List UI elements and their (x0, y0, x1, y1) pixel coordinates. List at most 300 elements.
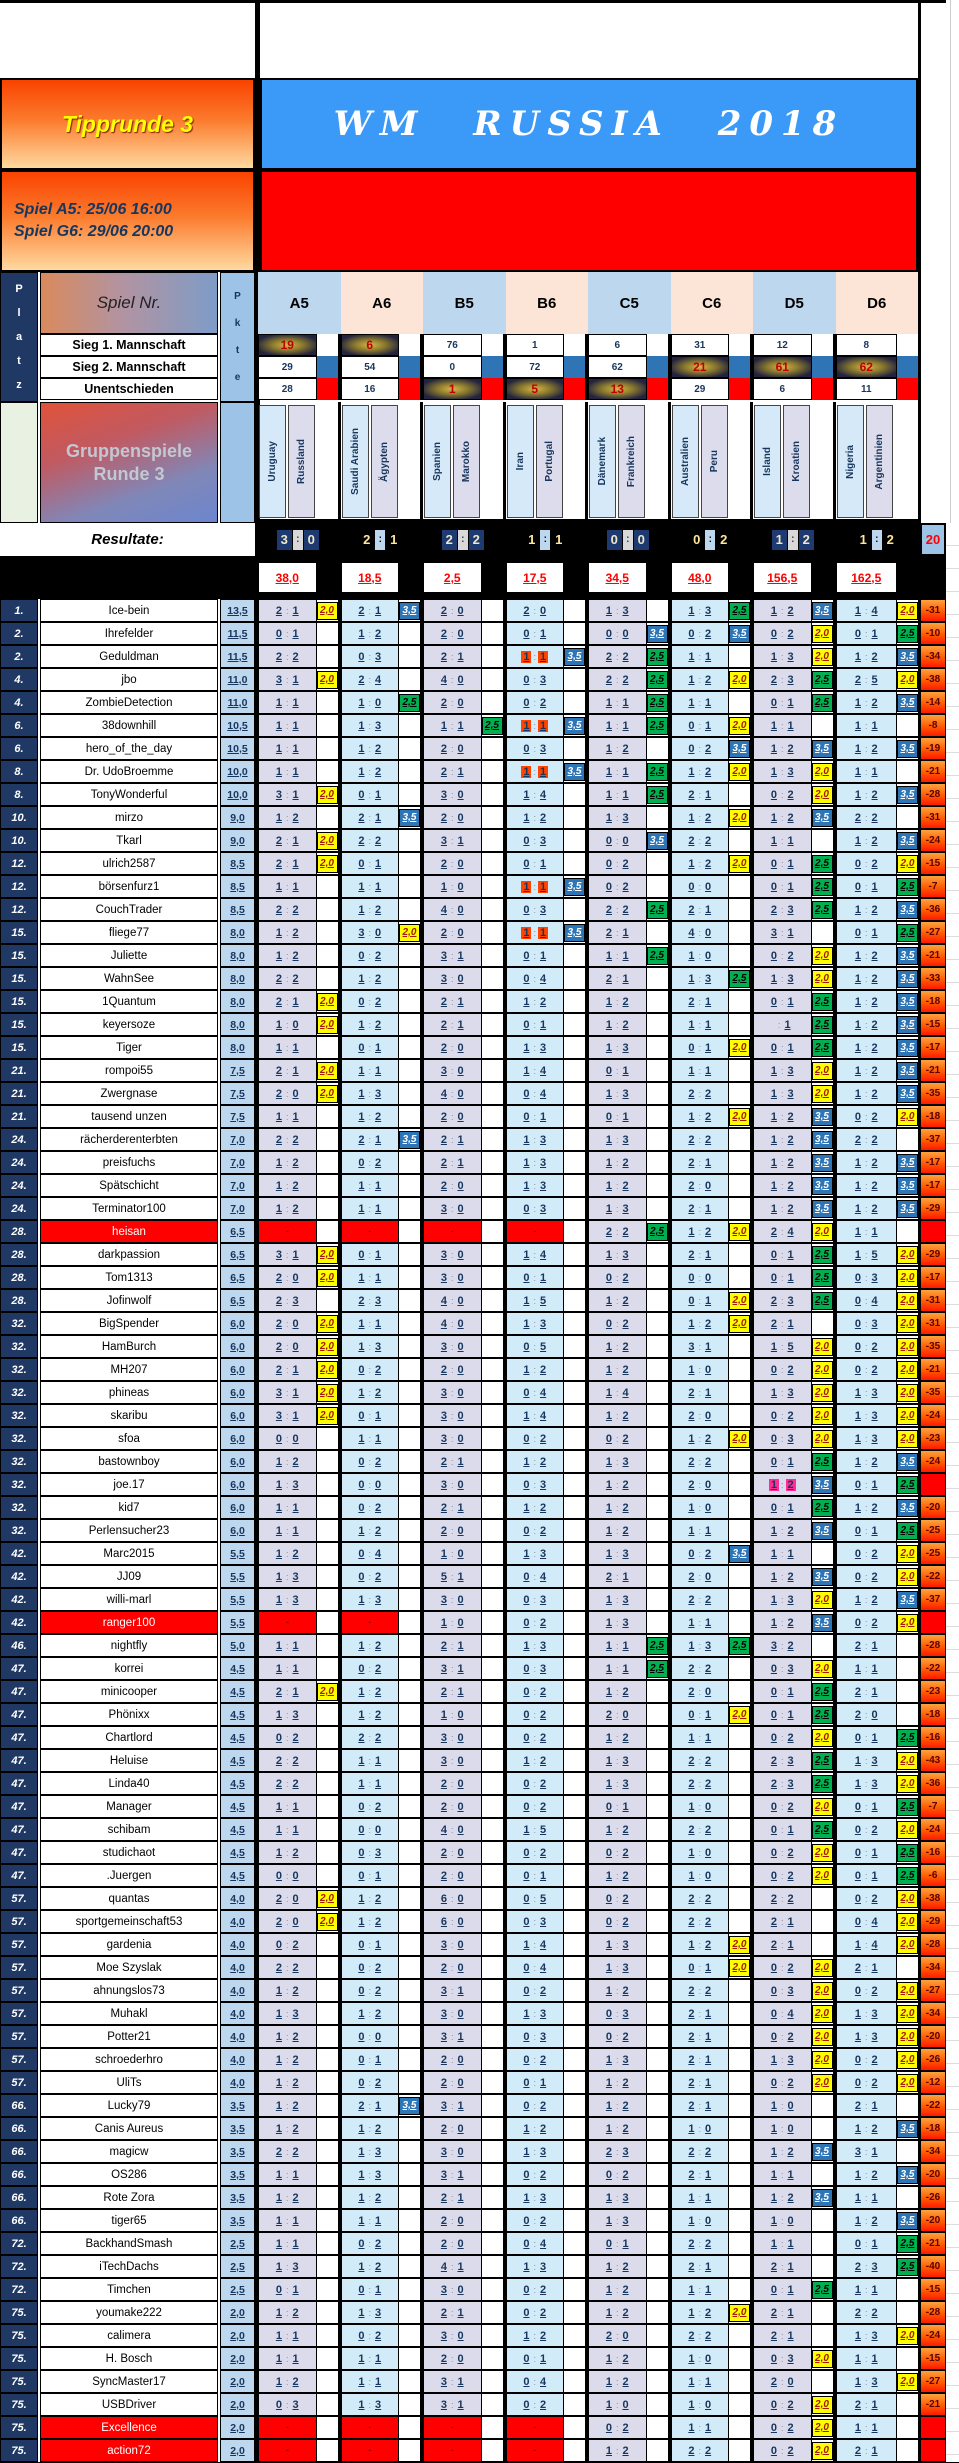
points-cell[interactable]: 4,0 (220, 2048, 255, 2071)
tip-score-cell[interactable] (423, 1680, 482, 1703)
tip-score-cell[interactable] (341, 1749, 400, 1772)
player-name-cell[interactable]: Phönixx (40, 1703, 218, 1726)
points-badge[interactable]: 3,5 (812, 1476, 833, 1494)
points-badge[interactable]: 2,0 (812, 2005, 833, 2023)
tip-score-cell[interactable] (588, 1404, 647, 1427)
tip-score-cell[interactable] (423, 783, 482, 806)
tip-score-cell[interactable] (836, 2117, 898, 2140)
points-badge[interactable]: 2,0 (317, 671, 338, 689)
points-badge[interactable]: 3,5 (897, 1085, 918, 1103)
tip-score-cell[interactable] (506, 1404, 565, 1427)
player-name-cell[interactable]: phineas (40, 1381, 218, 1404)
points-badge[interactable]: 2,5 (482, 717, 503, 735)
tip-score-cell[interactable] (753, 1496, 812, 1519)
sum-value[interactable]: 2,5 (423, 562, 482, 593)
points-cell[interactable]: 6,0 (220, 1381, 255, 1404)
tip-score-cell[interactable] (258, 2140, 317, 2163)
tip-score-cell[interactable] (423, 1197, 482, 1220)
player-name-cell[interactable]: Heluise (40, 1749, 218, 1772)
rank-cell[interactable]: 47. (0, 1864, 38, 1887)
points-badge[interactable]: 2,0 (897, 1913, 918, 1931)
tip-score-cell[interactable] (753, 1910, 812, 1933)
rank-cell[interactable]: 12. (0, 875, 38, 898)
player-name-cell[interactable]: Ihrefelder (40, 622, 218, 645)
tip-score-cell[interactable] (506, 2117, 565, 2140)
tip-score-cell[interactable] (588, 2370, 647, 2393)
tip-score-cell[interactable] (258, 2255, 317, 2278)
points-badge[interactable]: 2,5 (812, 1821, 833, 1839)
points-cell[interactable]: 7,0 (220, 1128, 255, 1151)
tip-score-cell[interactable] (341, 1680, 400, 1703)
tip-score-cell[interactable] (258, 1933, 317, 1956)
tip-score-cell[interactable] (258, 806, 317, 829)
tip-score-cell[interactable] (341, 1289, 400, 1312)
tip-score-cell[interactable] (671, 2278, 730, 2301)
tip-score-cell[interactable] (423, 1496, 482, 1519)
tip-score-cell[interactable] (753, 1933, 812, 1956)
tip-score-cell[interactable] (258, 714, 317, 737)
rank-cell[interactable]: 12. (0, 852, 38, 875)
rank-cell[interactable]: 21. (0, 1082, 38, 1105)
tip-score-cell[interactable] (341, 1151, 400, 1174)
tip-score-cell[interactable] (836, 1956, 898, 1979)
stat-value[interactable]: 21 (671, 356, 730, 378)
tip-score-cell[interactable] (258, 1956, 317, 1979)
player-name-cell[interactable]: sportgemeinschaft53 (40, 1910, 218, 1933)
tip-score-cell[interactable]: - (258, 2416, 317, 2439)
rank-cell[interactable]: 42. (0, 1565, 38, 1588)
tip-score-cell[interactable] (341, 2370, 400, 2393)
points-badge[interactable]: 3,5 (897, 1062, 918, 1080)
tip-score-cell[interactable] (506, 1312, 565, 1335)
tip-score-cell[interactable] (753, 1082, 812, 1105)
tip-score-cell[interactable] (258, 668, 317, 691)
points-badge[interactable]: 2,0 (812, 1338, 833, 1356)
tip-score-cell[interactable] (423, 1933, 482, 1956)
team-name-cell[interactable] (783, 405, 810, 518)
points-badge[interactable]: 3,5 (729, 740, 750, 758)
points-badge[interactable]: 2,0 (812, 1798, 833, 1816)
tip-score-cell[interactable] (506, 2347, 565, 2370)
team-name-cell[interactable] (536, 405, 563, 518)
tip-score-cell[interactable] (341, 737, 400, 760)
tip-score-cell[interactable] (753, 2232, 812, 2255)
tip-score-cell[interactable] (588, 1979, 647, 2002)
points-cell[interactable]: 7,0 (220, 1174, 255, 1197)
tip-score-cell[interactable] (506, 760, 565, 783)
tip-score-cell[interactable] (506, 2094, 565, 2117)
right-value-cell[interactable]: -28 (920, 1634, 946, 1657)
tip-score-cell[interactable] (423, 829, 482, 852)
points-cell[interactable]: 6,0 (220, 1312, 255, 1335)
rank-cell[interactable]: 75. (0, 2393, 38, 2416)
tip-score-cell[interactable] (341, 1128, 400, 1151)
tip-score-cell[interactable] (506, 1772, 565, 1795)
right-value-cell[interactable] (920, 2416, 946, 2439)
points-badge[interactable]: 2,0 (897, 1775, 918, 1793)
tip-score-cell[interactable] (671, 1450, 730, 1473)
tip-score-cell[interactable] (423, 2255, 482, 2278)
rank-cell[interactable]: 47. (0, 1657, 38, 1680)
right-value-cell[interactable]: -24 (920, 829, 946, 852)
tip-score-cell[interactable] (671, 1220, 730, 1243)
tip-score-cell[interactable] (423, 2324, 482, 2347)
rank-cell[interactable]: 42. (0, 1611, 38, 1634)
tip-score-cell[interactable] (423, 2002, 482, 2025)
points-badge[interactable]: 2,0 (897, 1407, 918, 1425)
right-value-cell[interactable]: -35 (920, 1381, 946, 1404)
tip-score-cell[interactable] (423, 2209, 482, 2232)
tip-score-cell[interactable] (258, 2278, 317, 2301)
rank-cell[interactable]: 4. (0, 691, 38, 714)
points-badge[interactable]: 2,0 (729, 1292, 750, 1310)
points-badge[interactable]: 2,5 (812, 855, 833, 873)
points-badge[interactable]: 2,0 (317, 1683, 338, 1701)
points-cell[interactable]: 6,5 (220, 1266, 255, 1289)
rank-cell[interactable]: 57. (0, 2071, 38, 2094)
tip-score-cell[interactable] (506, 990, 565, 1013)
tip-score-cell[interactable] (836, 2002, 898, 2025)
tip-score-cell[interactable] (836, 898, 898, 921)
tip-score-cell[interactable] (753, 2278, 812, 2301)
tip-score-cell[interactable] (671, 1933, 730, 1956)
tip-score-cell[interactable] (836, 783, 898, 806)
tip-score-cell[interactable] (341, 898, 400, 921)
tip-score-cell[interactable] (588, 1565, 647, 1588)
stat-value[interactable]: 12 (753, 334, 812, 356)
tip-score-cell[interactable] (341, 1082, 400, 1105)
tip-score-cell[interactable] (506, 668, 565, 691)
tip-score-cell[interactable] (588, 1611, 647, 1634)
tip-score-cell[interactable] (753, 1657, 812, 1680)
tip-score-cell[interactable] (588, 1818, 647, 1841)
player-name-cell[interactable]: Spätschicht (40, 1174, 218, 1197)
tip-score-cell[interactable] (836, 1542, 898, 1565)
tip-score-cell[interactable] (258, 760, 317, 783)
right-value-cell[interactable]: -18 (920, 1703, 946, 1726)
match-header-C5[interactable]: C5 (588, 272, 671, 334)
player-name-cell[interactable]: tausend unzen (40, 1105, 218, 1128)
rank-cell[interactable]: 32. (0, 1427, 38, 1450)
tip-score-cell[interactable] (423, 2094, 482, 2117)
tip-score-cell[interactable] (506, 691, 565, 714)
points-badge[interactable]: 2,0 (317, 1407, 338, 1425)
points-badge[interactable]: 3,5 (564, 763, 585, 781)
tip-score-cell[interactable] (671, 1243, 730, 1266)
points-badge[interactable]: 2,0 (897, 1430, 918, 1448)
tip-score-cell[interactable] (588, 2232, 647, 2255)
points-badge[interactable]: 2,0 (317, 1338, 338, 1356)
points-badge[interactable]: 2,0 (729, 1959, 750, 1977)
tip-score-cell[interactable] (588, 1174, 647, 1197)
right-value-cell[interactable]: -18 (920, 2117, 946, 2140)
tip-score-cell[interactable] (341, 1933, 400, 1956)
tip-score-cell[interactable] (258, 875, 317, 898)
tip-score-cell[interactable] (258, 1105, 317, 1128)
points-badge[interactable]: 2,5 (729, 970, 750, 988)
tip-score-cell[interactable] (258, 2071, 317, 2094)
tip-score-cell[interactable] (753, 898, 812, 921)
right-value-cell[interactable]: -38 (920, 668, 946, 691)
tip-score-cell[interactable] (423, 806, 482, 829)
player-name-cell[interactable]: iTechDachs (40, 2255, 218, 2278)
rank-cell[interactable]: 57. (0, 1979, 38, 2002)
tip-score-cell[interactable] (836, 1036, 898, 1059)
tip-score-cell[interactable] (836, 944, 898, 967)
points-badge[interactable]: 2,5 (812, 1775, 833, 1793)
tip-score-cell[interactable] (836, 1772, 898, 1795)
right-value-cell[interactable]: -17 (920, 1151, 946, 1174)
tip-score-cell[interactable] (671, 2255, 730, 2278)
tip-score-cell[interactable] (588, 1910, 647, 1933)
points-badge[interactable]: 2,5 (897, 924, 918, 942)
points-badge[interactable]: 2,5 (729, 1637, 750, 1655)
tip-score-cell[interactable] (753, 1588, 812, 1611)
points-badge[interactable]: 2,0 (897, 1269, 918, 1287)
player-name-cell[interactable]: BigSpender (40, 1312, 218, 1335)
tip-score-cell[interactable] (588, 1381, 647, 1404)
tip-score-cell[interactable] (753, 1565, 812, 1588)
tip-score-cell[interactable] (341, 921, 400, 944)
points-badge[interactable]: 2,0 (729, 2304, 750, 2322)
tip-score-cell[interactable]: - (506, 1220, 565, 1243)
tip-score-cell[interactable] (588, 806, 647, 829)
player-name-cell[interactable]: youmake222 (40, 2301, 218, 2324)
player-name-cell[interactable]: korrei (40, 1657, 218, 1680)
tip-score-cell[interactable] (671, 967, 730, 990)
points-badge[interactable]: 2,0 (897, 602, 918, 620)
points-cell[interactable]: 10,0 (220, 760, 255, 783)
tip-score-cell[interactable] (258, 1910, 317, 1933)
tip-score-cell[interactable] (423, 2117, 482, 2140)
points-badge[interactable]: 2,0 (812, 1982, 833, 2000)
tip-score-cell[interactable] (341, 2025, 400, 2048)
tip-score-cell[interactable] (258, 967, 317, 990)
points-cell[interactable]: 4,5 (220, 1726, 255, 1749)
rank-cell[interactable]: 10. (0, 806, 38, 829)
sum-value[interactable]: 18,5 (341, 562, 400, 593)
tip-score-cell[interactable] (506, 1243, 565, 1266)
right-value-cell[interactable]: -24 (920, 1450, 946, 1473)
tip-score-cell[interactable] (753, 944, 812, 967)
tip-score-cell[interactable] (341, 1956, 400, 1979)
tip-score-cell[interactable] (753, 1013, 812, 1036)
tip-score-cell[interactable] (753, 1427, 812, 1450)
points-badge[interactable]: 3,5 (812, 1200, 833, 1218)
tip-score-cell[interactable] (258, 1542, 317, 1565)
points-badge[interactable]: 3,5 (399, 809, 420, 827)
points-cell[interactable]: 2,0 (220, 2370, 255, 2393)
tip-score-cell[interactable] (671, 1358, 730, 1381)
tip-score-cell[interactable] (506, 1933, 565, 1956)
tip-score-cell[interactable] (588, 2048, 647, 2071)
player-name-cell[interactable]: minicooper (40, 1680, 218, 1703)
stat-value[interactable]: 62 (588, 356, 647, 378)
points-badge[interactable]: 2,5 (812, 1039, 833, 1057)
points-cell[interactable]: 3,5 (220, 2186, 255, 2209)
points-badge[interactable]: 2,0 (317, 993, 338, 1011)
tip-score-cell[interactable] (671, 1404, 730, 1427)
rank-cell[interactable]: 57. (0, 1910, 38, 1933)
tip-score-cell[interactable] (506, 875, 565, 898)
player-name-cell[interactable]: börsenfurz1 (40, 875, 218, 898)
tip-score-cell[interactable] (506, 1358, 565, 1381)
tip-score-cell[interactable] (341, 1197, 400, 1220)
tip-score-cell[interactable] (341, 2324, 400, 2347)
points-badge[interactable]: 2,5 (647, 1660, 668, 1678)
stat-value[interactable]: 19 (258, 334, 317, 356)
stat-value[interactable]: 1 (423, 378, 482, 400)
tip-score-cell[interactable] (506, 1956, 565, 1979)
tip-score-cell[interactable] (423, 1381, 482, 1404)
tip-score-cell[interactable] (588, 691, 647, 714)
player-name-cell[interactable]: H. Bosch (40, 2347, 218, 2370)
player-name-cell[interactable]: keyersoze (40, 1013, 218, 1036)
stat-value[interactable]: 76 (423, 334, 482, 356)
points-cell[interactable]: 4,0 (220, 2071, 255, 2094)
tip-score-cell[interactable] (753, 829, 812, 852)
tip-score-cell[interactable] (588, 875, 647, 898)
tip-score-cell[interactable] (588, 1059, 647, 1082)
tip-score-cell[interactable] (258, 2186, 317, 2209)
tip-score-cell[interactable] (671, 2186, 730, 2209)
tip-score-cell[interactable] (341, 2163, 400, 2186)
tip-score-cell[interactable] (836, 1864, 898, 1887)
tip-score-cell[interactable] (258, 1174, 317, 1197)
tip-score-cell[interactable] (588, 2324, 647, 2347)
rank-cell[interactable]: 10. (0, 829, 38, 852)
tip-score-cell[interactable] (506, 1634, 565, 1657)
tip-score-cell[interactable] (258, 622, 317, 645)
right-value-cell[interactable]: -24 (920, 2324, 946, 2347)
points-badge[interactable]: 3,5 (812, 2189, 833, 2207)
tip-score-cell[interactable] (836, 1795, 898, 1818)
rank-cell[interactable]: 72. (0, 2278, 38, 2301)
tip-score-cell[interactable] (588, 714, 647, 737)
right-value-cell[interactable]: -21 (920, 2232, 946, 2255)
tip-score-cell[interactable] (588, 1634, 647, 1657)
points-badge[interactable]: 2,0 (317, 855, 338, 873)
rank-cell[interactable]: 24. (0, 1197, 38, 1220)
tip-score-cell[interactable] (671, 1519, 730, 1542)
points-cell[interactable]: 6,5 (220, 1220, 255, 1243)
tip-score-cell[interactable] (753, 2048, 812, 2071)
tip-score-cell[interactable] (836, 1933, 898, 1956)
tip-score-cell[interactable] (836, 1105, 898, 1128)
tip-score-cell[interactable] (588, 1703, 647, 1726)
tip-score-cell[interactable] (258, 2094, 317, 2117)
tip-score-cell[interactable] (506, 1910, 565, 1933)
points-cell[interactable]: 2,0 (220, 2439, 255, 2462)
tip-score-cell[interactable] (671, 2439, 730, 2462)
tip-score-cell[interactable] (671, 1565, 730, 1588)
tip-score-cell[interactable] (671, 1266, 730, 1289)
tip-score-cell[interactable] (671, 1864, 730, 1887)
tip-score-cell[interactable] (423, 1772, 482, 1795)
tip-score-cell[interactable] (671, 2163, 730, 2186)
tip-score-cell[interactable] (671, 645, 730, 668)
tip-score-cell[interactable] (836, 1473, 898, 1496)
points-badge[interactable]: 2,0 (897, 1982, 918, 2000)
tip-score-cell[interactable] (423, 1473, 482, 1496)
player-name-cell[interactable]: 1Quantum (40, 990, 218, 1013)
tip-score-cell[interactable] (671, 1588, 730, 1611)
tip-score-cell[interactable] (753, 1266, 812, 1289)
tip-score-cell[interactable] (341, 2071, 400, 2094)
points-cell[interactable]: 6,0 (220, 1404, 255, 1427)
player-name-cell[interactable]: nightfly (40, 1634, 218, 1657)
points-cell[interactable]: 11,5 (220, 622, 255, 645)
tip-score-cell[interactable] (341, 1542, 400, 1565)
tip-score-cell[interactable] (836, 2048, 898, 2071)
points-badge[interactable]: 2,0 (812, 648, 833, 666)
rank-cell[interactable]: 32. (0, 1358, 38, 1381)
tip-score-cell[interactable] (671, 852, 730, 875)
points-badge[interactable]: 2,5 (897, 1729, 918, 1747)
tip-score-cell[interactable] (341, 714, 400, 737)
tip-score-cell[interactable] (258, 1979, 317, 2002)
right-value-cell[interactable]: -17 (920, 1036, 946, 1059)
points-badge[interactable]: 2,5 (812, 1016, 833, 1034)
points-badge[interactable]: 2,0 (897, 1292, 918, 1310)
tip-score-cell[interactable] (753, 645, 812, 668)
tip-score-cell[interactable] (341, 1818, 400, 1841)
right-value-cell[interactable]: -17 (920, 1174, 946, 1197)
tip-score-cell[interactable] (423, 1841, 482, 1864)
tip-score-cell[interactable] (423, 1726, 482, 1749)
tip-score-cell[interactable] (506, 1289, 565, 1312)
points-cell[interactable]: 8,0 (220, 990, 255, 1013)
points-badge[interactable]: 2,0 (897, 1246, 918, 1264)
points-cell[interactable]: 10,0 (220, 783, 255, 806)
points-cell[interactable]: 8,0 (220, 1013, 255, 1036)
points-cell[interactable]: 11,0 (220, 668, 255, 691)
tip-score-cell[interactable] (671, 806, 730, 829)
tip-score-cell[interactable] (423, 1979, 482, 2002)
tip-score-cell[interactable] (671, 1059, 730, 1082)
points-badge[interactable]: 2,0 (729, 763, 750, 781)
player-name-cell[interactable]: Manager (40, 1795, 218, 1818)
points-cell[interactable]: 2,5 (220, 2255, 255, 2278)
tip-score-cell[interactable] (341, 2002, 400, 2025)
player-name-cell[interactable]: quantas (40, 1887, 218, 1910)
right-value-cell[interactable]: -6 (920, 1864, 946, 1887)
tip-score-cell[interactable] (423, 2301, 482, 2324)
tip-score-cell[interactable] (753, 2117, 812, 2140)
tip-score-cell[interactable] (258, 691, 317, 714)
tip-score-cell[interactable] (753, 2094, 812, 2117)
stat-value[interactable]: 1 (506, 334, 565, 356)
tip-score-cell[interactable] (423, 2071, 482, 2094)
player-name-cell[interactable]: Dr. UdoBroemme (40, 760, 218, 783)
tip-score-cell[interactable] (341, 668, 400, 691)
tip-score-cell[interactable] (588, 1220, 647, 1243)
tip-score-cell[interactable] (588, 1128, 647, 1151)
player-name-cell[interactable]: Tom1313 (40, 1266, 218, 1289)
tip-score-cell[interactable] (506, 2002, 565, 2025)
points-badge[interactable]: 2,0 (812, 1729, 833, 1747)
tip-score-cell[interactable] (836, 2140, 898, 2163)
player-name-cell[interactable]: sfoa (40, 1427, 218, 1450)
tip-score-cell[interactable] (671, 783, 730, 806)
rank-cell[interactable]: 66. (0, 2094, 38, 2117)
tip-score-cell[interactable] (506, 921, 565, 944)
tip-score-cell[interactable] (671, 875, 730, 898)
tip-score-cell[interactable] (836, 1565, 898, 1588)
rank-cell[interactable]: 32. (0, 1312, 38, 1335)
tip-score-cell[interactable] (588, 2393, 647, 2416)
tip-score-cell[interactable] (753, 1197, 812, 1220)
